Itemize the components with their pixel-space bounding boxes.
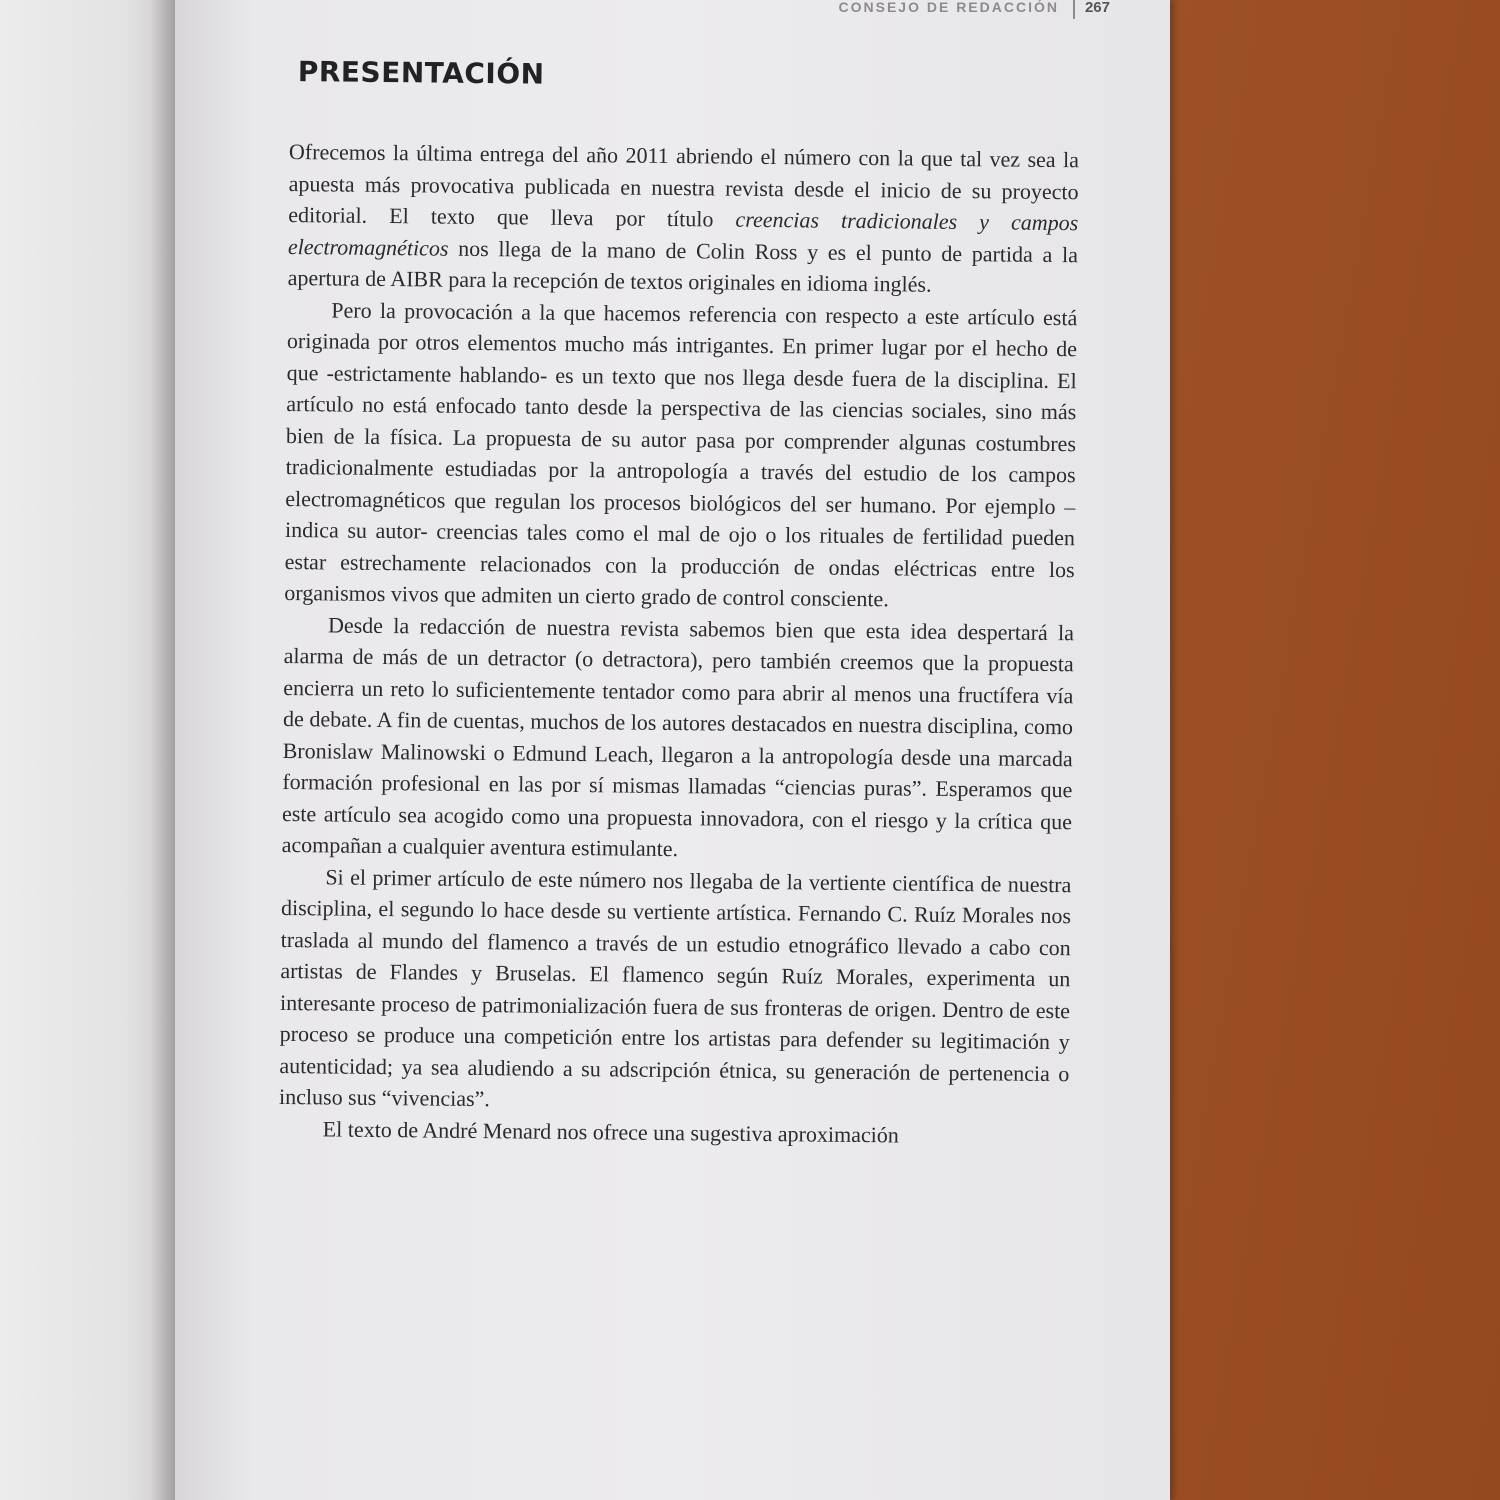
page-header [839,0,1111,20]
paragraph-1-text-start: Ofrecemos la última entrega del año 2011 abriendo el número con la que tal vez sea la apuesta más provocativa publicada en nuestra revista desde el inicio de su proyecto editorial. El texto que lleva por título [288,138,1080,232]
paragraph-5: El texto de André Menard nos ofrece una sugestiva aproximación [322,1115,899,1147]
article-title-italic: creencias tradicionales y campos electromagnéticos [287,206,1079,261]
header-divider [1073,0,1075,19]
page-content [279,55,1080,1152]
paragraph-2: Pero la provocación a la que hacemos referencia con respecto a este artículo está originada por otros elementos mucho más intrigantes. En primer lugar por el hecho de que -estrictamente hablando- es un texto que nos llega desde fuera de la disciplina. El artículo no está enfocado tanto desde la perspectiva de las ciencias sociales, sino más bien de la física. La propuesta de su autor pasa por comprender algunas costumbres tradicionalmente estudiadas por la antropología a través del estudio de los campos electromagnéticos que regulan los procesos biológicos del ser humano. Por ejemplo –indica su autor- creencias tales como el mal de ojo o los rituales de fertilidad pueden estar estrechamente relacionados con la producción de ondas eléctricas entre los organismos vivos que admiten un cierto grado de control consciente. [284,296,1078,612]
page-number: 267 [1084,0,1110,16]
paragraph-3: Desde la redacción de nuestra revista sabemos bien que esta idea despertará la alarma de más de un detractor (o detractora), pero también creemos que la propuesta encierra un reto lo suficientemente tentador como para abrir al menos una fructífera vía de debate. A fin de cuentas, muchos de los autores destacados en nuestra disciplina, como Bronislaw Malinowski o Edmund Leach, llegaron a la antropología desde una marcada formación profesional en las por sí mismas llamadas “ciencias puras”. Esperamos que este artículo sea acogido como una propuesta innovadora, con el riesgo y la crítica que acompañan a cualquier aventura estimulante. [281,611,1075,862]
running-head: CONSEJO DE REDACCIÓN [838,0,1059,15]
paragraph-1 [288,136,1080,302]
paragraph-1-text-end: nos llega de la mano de Colin Ross y es el punto de partida a la apertura de AIBR para la recepción de textos originales en idioma inglés. [287,235,1079,297]
paragraph-4: Si el primer artículo de este número nos llegaba de la vertiente científica de nuestra disciplina, el segundo lo hace desde su vertiente artística. Fernando C. Ruíz Morales nos traslada al mundo del flamenco a través de un estudio etnográfico llevado a cabo con artistas de Flandes y Bruselas. El flamenco según Ruíz Morales, experimenta un interesante proceso de patrimonialización fuera de sus fronteras de origen. Dentro de este proceso se produce una competición entre los artistas para defender su legitimación y autenticidad; ya sea aludiendo a su adscripción étnica, su generación de pertenencia o incluso sus “vivencias”. [278,863,1072,1112]
page-title: PRESENTACIÓN [297,55,545,91]
